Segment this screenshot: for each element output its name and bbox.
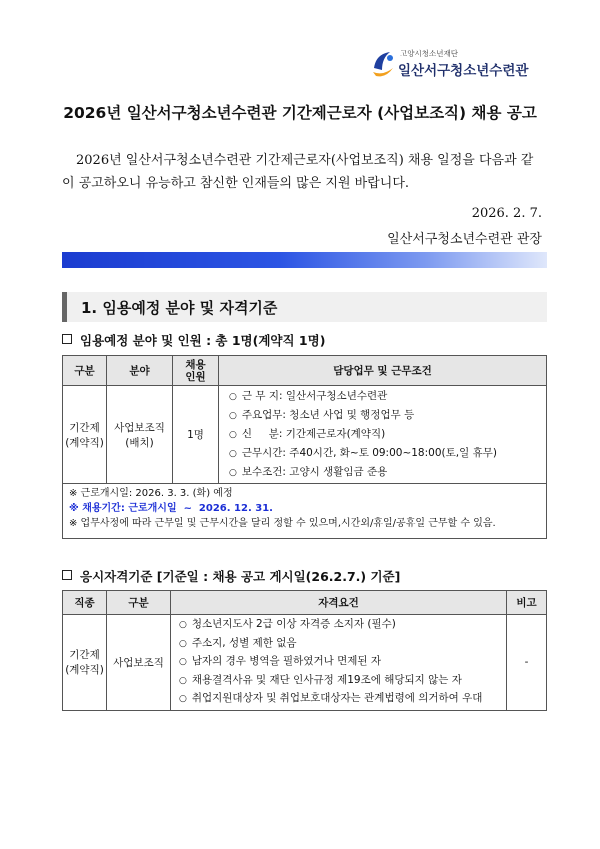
qualifications-table [62, 590, 547, 711]
subheading-qualifications [62, 567, 400, 585]
list-item: ○ 청소년지도사 2급 이상 자격증 소지자 (필수) [179, 616, 505, 635]
list-item: ○ 보수조건: 고양시 생활임금 준용 [229, 463, 545, 482]
cell-job-type [63, 615, 107, 711]
document-title: 2026년 일산서구청소년수련관 기간제근로자 (사업보조직) 채용 공고 [63, 104, 537, 122]
cell-category [63, 386, 107, 484]
announcement-date: 2026. 2. 7. [471, 206, 542, 221]
subheading-positions-text: 임용예정 분야 및 인원 : 총 1명(계약직 1명) [80, 333, 326, 348]
table-notes [62, 481, 547, 539]
field-line1: 사업보조직 [114, 421, 165, 434]
list-item: ○ 남자의 경우 병역을 필하였거나 면제된 자 [179, 653, 505, 672]
cell-field [107, 386, 173, 484]
list-item: ○ 채용결격사유 및 재단 인사규정 제19조에 해당되지 않는 자 [179, 672, 505, 691]
cell-requirements [171, 615, 507, 711]
intro-paragraph: 2026년 일산서구청소년수련관 기간제근로자(사업보조직) 채용 일정을 다음과 같이 공고하오니 유능하고 참신한 인재들의 많은 지원 바랍니다. [62, 153, 534, 191]
table-header-row [63, 591, 547, 615]
header-job-type: 직종 [63, 591, 107, 615]
note-work-conditions: ※ 업무사정에 따라 근무일 및 근무시간을 달리 정할 수 있으며,시간외/휴일/공휴일 근무할 수 있음. [69, 518, 496, 529]
header-requirements: 자격요건 [171, 591, 507, 615]
note-start-date: ※ 근로개시일: 2026. 3. 3. (화) 예정 [69, 488, 233, 499]
logo-title: 일산서구청소년수련관 [398, 63, 529, 79]
list-item: ○ 주요업무: 청소년 사업 및 행정업무 등 [229, 406, 545, 425]
field-line2: (배치) [125, 436, 154, 449]
table-header-row [63, 356, 547, 386]
logo-subtitle: 고양시청소년재단 [400, 49, 458, 58]
table-row [63, 615, 547, 711]
header-duties: 담당업무 및 근무조건 [219, 356, 547, 386]
table-row [63, 386, 547, 484]
cell-category: 사업보조직 [107, 615, 171, 711]
cell-count: 1명 [173, 386, 219, 484]
list-item: ○ 근 무 지: 일산서구청소년수련관 [229, 387, 545, 406]
decorative-gradient-bar [62, 252, 547, 268]
header-field: 분야 [107, 356, 173, 386]
category-line1: 기간제 [69, 421, 100, 434]
section-heading-text: 1. 임용예정 분야 및 자격기준 [81, 299, 278, 317]
cell-conditions [219, 386, 547, 484]
job-type-line2: (계약직) [65, 664, 104, 677]
header-category: 구분 [63, 356, 107, 386]
note-employment-period: ※ 채용기간: 근로개시일 ~ 2026. 12. 31. [69, 503, 273, 514]
organization-logo [370, 44, 570, 80]
checkbox-bullet-icon [62, 570, 72, 580]
section-heading [62, 292, 547, 322]
header-count: 채용 인원 [173, 356, 219, 386]
header-remarks: 비고 [507, 591, 547, 615]
cell-remarks: - [507, 615, 547, 711]
list-item: ○ 취업지원대상자 및 취업보호대상자는 관계법령에 의거하여 우대 [179, 690, 505, 709]
header-category: 구분 [107, 591, 171, 615]
logo-emblem-icon [370, 48, 396, 78]
checkbox-bullet-icon [62, 334, 72, 344]
list-item: ○ 근무시간: 주40시간, 화~토 09:00~18:00(토,일 휴무) [229, 444, 545, 463]
category-line2: (계약직) [65, 436, 104, 449]
list-item: ○ 주소지, 성별 제한 없음 [179, 635, 505, 654]
job-type-line1: 기간제 [69, 649, 100, 662]
positions-table [62, 355, 547, 484]
subheading-qualifications-text: 응시자격기준 [기준일 : 채용 공고 게시일(26.2.7.) 기준] [80, 569, 401, 584]
issuer-signature: 일산서구청소년수련관 관장 [387, 232, 542, 247]
subheading-positions [62, 331, 325, 349]
list-item: ○ 신 분: 기간제근로자(계약직) [229, 425, 545, 444]
